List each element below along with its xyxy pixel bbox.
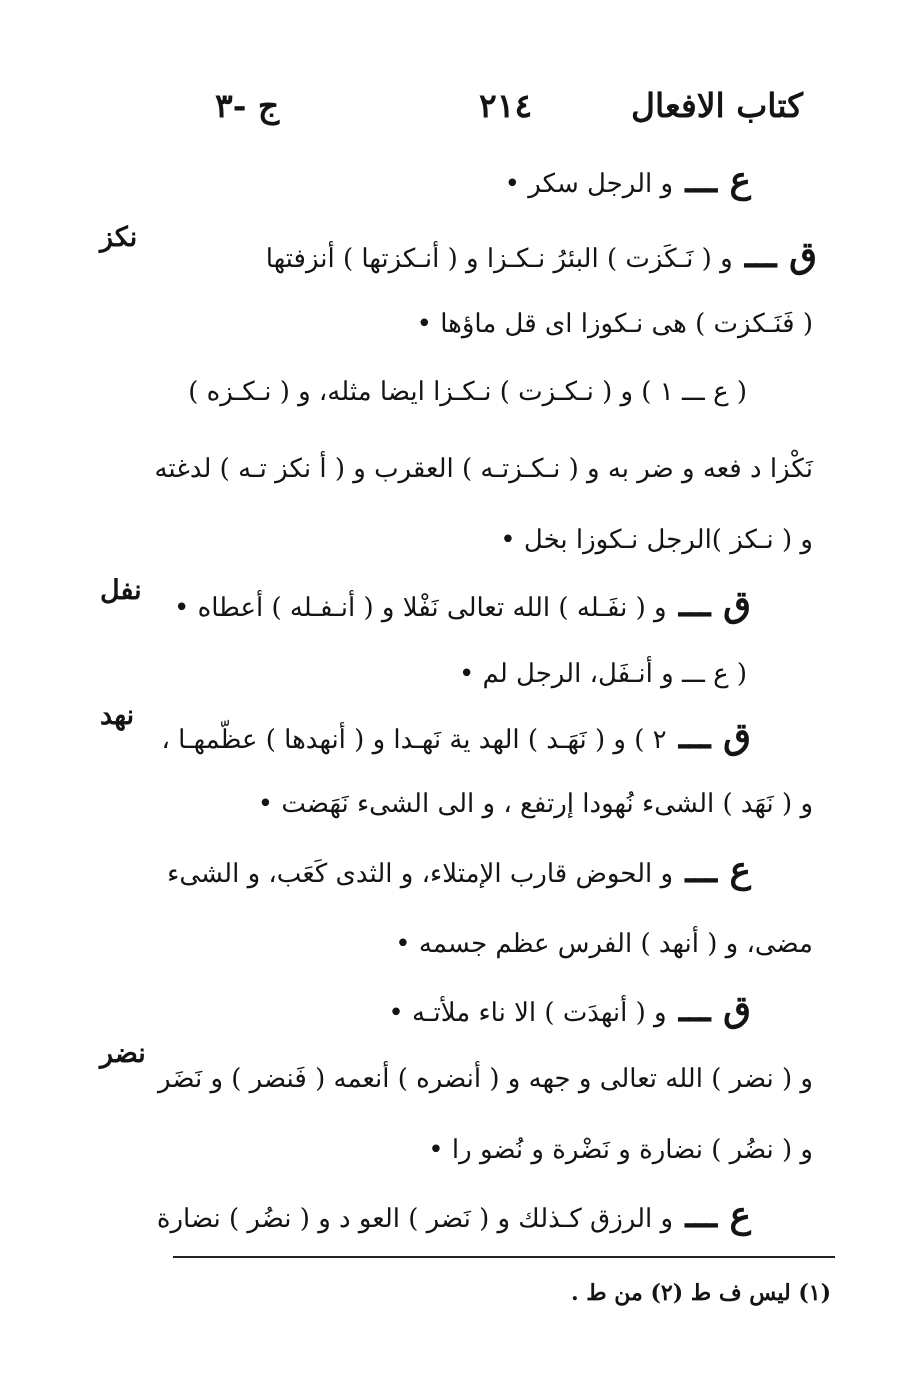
footnote: (١) ليس ف ط (٢) من ط .	[570, 1280, 831, 1306]
text-line	[188, 366, 751, 414]
line-text: و ( نفَـله ) الله تعالى نَفْلا و ( أنـفـله ) أعطاه •	[173, 593, 667, 623]
text-line	[167, 848, 751, 896]
line-text: ( ع ـــ ١ ) و ( نـكـزت ) نـكـزا ايضا مثله، و ( نـكـزه )	[188, 377, 747, 407]
line-marker: ق ـــ	[678, 988, 751, 1030]
page-number: ٢١٤	[479, 86, 533, 125]
text-line	[258, 778, 817, 826]
margin-keyword: نفل	[100, 575, 142, 606]
text-line	[158, 1053, 817, 1101]
text-line	[154, 443, 817, 491]
text-line	[500, 514, 817, 562]
text-line	[395, 918, 817, 966]
line-marker: ق ـــ	[678, 583, 751, 625]
text-line	[157, 1193, 751, 1241]
book-title: كتاب الافعال	[631, 86, 803, 125]
line-text: و ( نَهَد ) الشىء نُهودا إرتفع ، و الى الشىء نَهَضت •	[257, 789, 813, 819]
margin-keyword: نهد	[100, 700, 135, 731]
text-line	[174, 582, 751, 630]
page-header	[215, 86, 803, 136]
footnote-divider	[173, 1256, 835, 1258]
line-text: و الرزق كـذلك و ( نَضر ) العو د و ( نضُر ) نضارة	[156, 1204, 674, 1234]
text-line	[417, 298, 817, 346]
line-text: نَكْزا د فعه و ضر به و ( نـكـزتـه ) العقرب و ( أ نكز تـه ) لدغته	[154, 454, 813, 484]
line-marker: ع ـــ	[685, 849, 751, 891]
line-text: ( ع ـــ و أنـفَل، الرجل لم •	[458, 659, 747, 689]
line-text: و الرجل سكر •	[504, 169, 674, 199]
line-text: و الحوض قارب الإمتلاء، و الثدى كَعَب، و الشىء	[167, 859, 674, 889]
text-line	[266, 233, 817, 281]
line-text: مضى، و ( أنهد ) الفرس عظم جسمه •	[395, 929, 813, 959]
line-text: و ( نَـكَزت ) البئرُ نـكـزا و ( أنـكزتها ) أنزفتها	[265, 244, 733, 274]
line-text: ٢ ) و ( نَهَـد ) الهد ية نَهـدا و ( أنهدها ) عظّمهـا ،	[161, 725, 667, 755]
volume-label: ج -٣	[215, 86, 280, 125]
line-text: ( فَنَـكزت ) هى نـكوزا اى قل ماؤها •	[416, 309, 813, 339]
text-line	[428, 1124, 817, 1172]
line-marker: ق ـــ	[678, 715, 751, 757]
text-line	[459, 648, 751, 696]
line-text: و ( أنهدَت ) الا ناء ملأتـه •	[388, 998, 667, 1028]
text-line	[388, 987, 751, 1035]
margin-keyword: نكز	[100, 222, 138, 253]
line-text: و ( نضُر ) نضارة و نَضْرة و نُضو را •	[428, 1135, 813, 1165]
text-line	[161, 714, 751, 762]
line-text: و ( نضر ) الله تعالى و جهه و ( أنضره ) أنعمه ( فَنضر ) و نَضَر	[158, 1064, 813, 1094]
line-marker: ع ـــ	[685, 159, 751, 201]
line-marker: ق ـــ	[744, 234, 817, 276]
text-line	[505, 158, 751, 206]
margin-keyword: نضر	[100, 1038, 146, 1069]
line-text: و ( نـكز )الرجل نـكوزا بخل •	[500, 525, 813, 555]
line-marker: ع ـــ	[685, 1194, 751, 1236]
